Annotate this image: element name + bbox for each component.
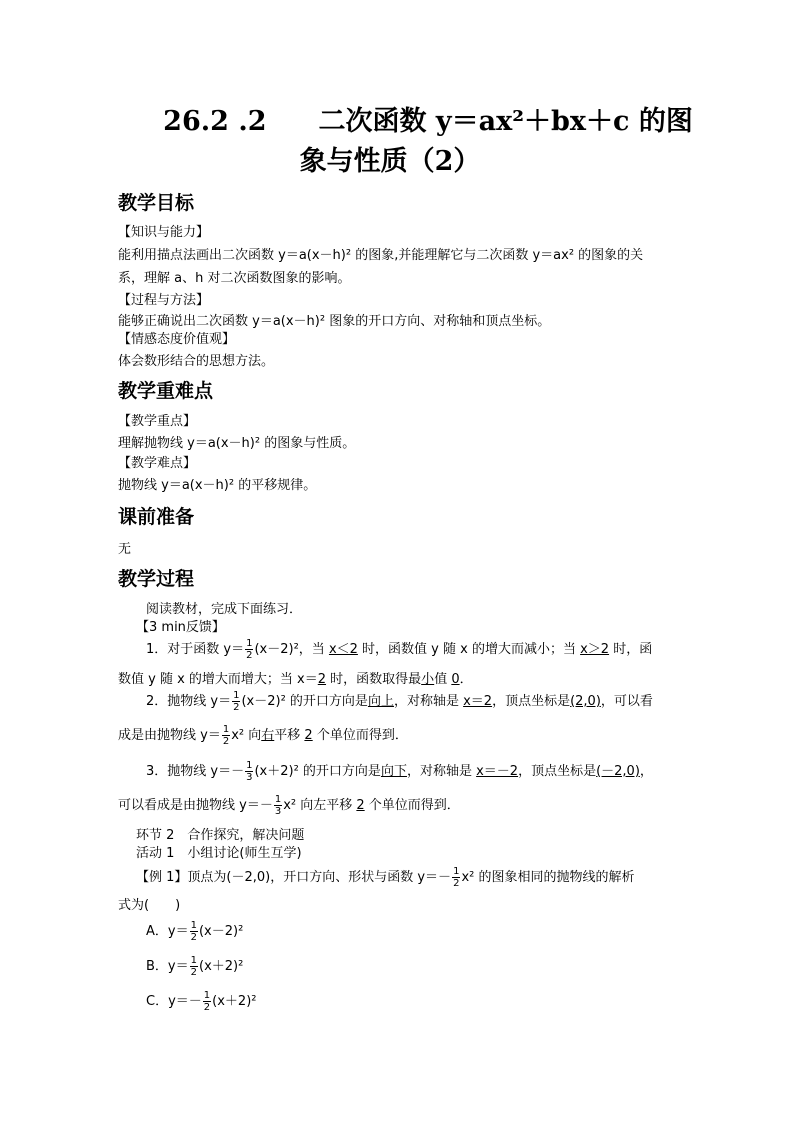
fraction-half: $\frac{1}{2}$ [203, 990, 211, 1013]
document-title-line-2: 象与性质（2） [299, 146, 481, 177]
difficulty-line: 抛物线 y＝a(x－h)² 的平移规律。 [118, 478, 317, 493]
question-1-line-1: 1．对于函数 y＝ $\frac{1}{2}$ (x－2)²，当 x＜2 时，函数值 y 随 x 的增大而减小；当 x＞2 时，函 [146, 638, 653, 661]
answer-blank: (2,0) [570, 694, 601, 709]
option-b: B．y＝ $\frac{1}{2}$ (x＋2)² [146, 955, 244, 978]
answer-blank: (－2,0) [596, 764, 640, 779]
question-3-line-2: 可以看成是由抛物线 y＝－ $\frac{1}{3}$ x² 向左平移 2 个单位而得到． [118, 794, 460, 817]
goal-knowledge-line-2: 系，理解 a、h 对二次函数图象的影响。 [118, 271, 351, 286]
question-1-line-2: 数值 y 随 x 的增大而增大；当 x＝2 时，函数取得最小值 0． [118, 672, 473, 687]
key-point-line: 理解抛物线 y＝a(x－h)² 的图象与性质。 [118, 436, 356, 451]
option-c: C．y＝－ $\frac{1}{2}$ (x＋2)² [146, 990, 257, 1013]
activity-1-heading: 活动 1 小组讨论(师生互学) [136, 846, 302, 861]
fraction-third: $\frac{1}{3}$ [246, 760, 253, 783]
answer-blank: x＝2 [463, 694, 493, 709]
answer-blank: x＜2 [328, 642, 358, 657]
preparation-text: 无 [118, 542, 132, 557]
fraction-half: $\frac{1}{2}$ [190, 955, 197, 978]
answer-blank: 2 [356, 798, 365, 813]
step-2-heading: 环节 2 合作探究，解决问题 [136, 828, 305, 843]
answer-blank: 向下 [380, 764, 407, 779]
question-2-line-1: 2．抛物线 y＝ $\frac{1}{2}$ (x－2)² 的开口方向是向上，对称轴是 x＝2，顶点坐标是(2,0)，可以看 [146, 690, 653, 713]
heading-preparation: 课前准备 [118, 506, 195, 528]
document-title-line-1 [118, 100, 738, 144]
difficulty-head: 【教学难点】 [118, 456, 197, 471]
fraction-half: $\frac{1}{2}$ [453, 866, 460, 889]
goal-attitude-line-1: 体会数形结合的思想方法。 [118, 354, 275, 369]
heading-key-points: 教学重难点 [118, 380, 214, 402]
fraction-third: $\frac{1}{3}$ [274, 794, 282, 817]
goal-method-head: 【过程与方法】 [118, 293, 210, 308]
answer-blank: x＞2 [580, 642, 610, 657]
question-2-line-2: 成是由抛物线 y＝ $\frac{1}{2}$ x² 向右平移 2 个单位而得到． [118, 724, 408, 747]
key-point-head: 【教学重点】 [118, 414, 197, 429]
fraction-half: $\frac{1}{2}$ [246, 638, 253, 661]
heading-process: 教学过程 [118, 568, 195, 590]
option-a: A．y＝ $\frac{1}{2}$ (x－2)² [146, 920, 244, 943]
answer-blank: 小 [421, 672, 435, 687]
answer-blank: 向上 [367, 694, 394, 709]
fraction-half: $\frac{1}{2}$ [233, 690, 240, 713]
goal-attitude-head: 【情感态度价值观】 [118, 332, 236, 347]
answer-blank: x＝－2 [476, 764, 519, 779]
example-1-line-2: 式为( ) [118, 898, 181, 913]
goal-knowledge-head: 【知识与能力】 [118, 225, 210, 240]
goal-knowledge-line-1: 能利用描点法画出二次函数 y＝a(x－h)² 的图象,并能理解它与二次函数 y＝ax² 的图象的关 [118, 248, 644, 263]
answer-blank: 右 [261, 728, 275, 743]
fraction-half: $\frac{1}{2}$ [190, 920, 197, 943]
feedback-label: 【3 min反馈】 [136, 620, 225, 635]
process-intro: 阅读教材，完成下面练习． [146, 602, 303, 617]
answer-blank: 0 [451, 672, 460, 687]
question-3-line-1: 3．抛物线 y＝－ $\frac{1}{3}$ (x＋2)² 的开口方向是向下，对称轴是 x＝－2，顶点坐标是(－2,0)， [146, 760, 653, 783]
example-1-line-1: 【例 1】顶点为(－2,0)，开口方向、形状与函数 y＝－ $\frac{1}{2}$ x² 的图象相同的抛物线的解析 [136, 866, 635, 889]
fraction-half: $\frac{1}{2}$ [222, 724, 230, 747]
section-number: 26.2 .2 [163, 106, 267, 137]
heading-goals: 教学目标 [118, 192, 195, 214]
title-text: 二次函数 y＝ax²＋bx＋c 的图 [318, 106, 693, 137]
answer-blank: 2 [304, 728, 313, 743]
goal-method-line-1: 能够正确说出二次函数 y＝a(x－h)² 图象的开口方向、对称轴和顶点坐标。 [118, 314, 551, 329]
answer-blank: 2 [317, 672, 327, 687]
